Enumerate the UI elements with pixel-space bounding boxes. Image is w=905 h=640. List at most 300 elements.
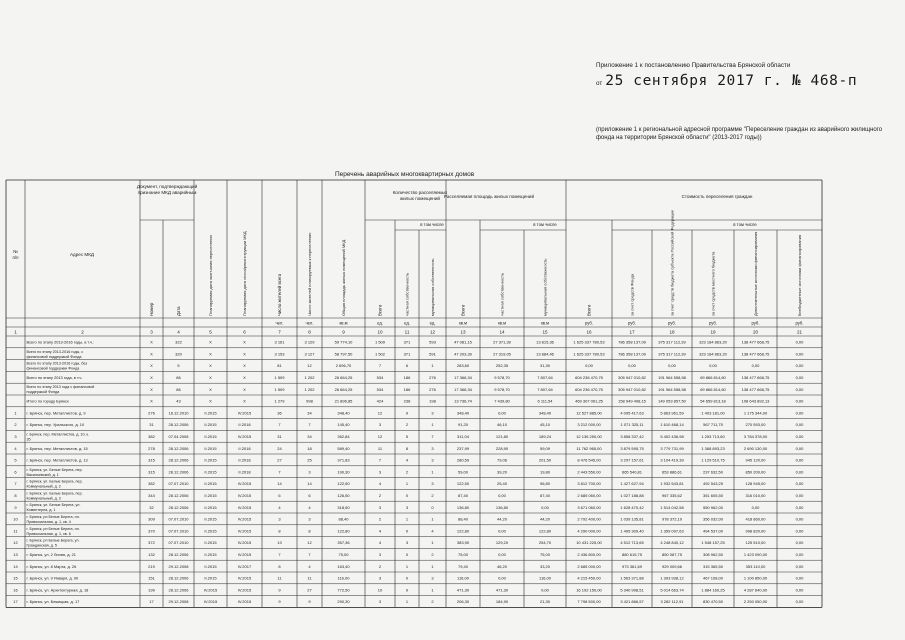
value-cell: II.2015 bbox=[204, 563, 217, 569]
value-cell: 28.12.2006 bbox=[168, 575, 189, 581]
unit-label: ед. bbox=[429, 320, 436, 326]
value-cell: 2 792 400,00 bbox=[577, 516, 601, 522]
value-cell: 07.07.2010 bbox=[168, 528, 189, 534]
value-cell: 371,83 bbox=[337, 457, 350, 463]
value-cell: 31 bbox=[149, 422, 154, 428]
value-cell: 4 095 417,63 bbox=[620, 410, 644, 416]
value-cell: 252,35 bbox=[495, 363, 509, 369]
address-cell: г. Брянск, пер. Металлистов, д. 9 bbox=[26, 410, 86, 416]
value-cell: 1 279 bbox=[274, 398, 285, 404]
value-cell: 4 bbox=[308, 563, 311, 569]
value-cell: 10 bbox=[377, 587, 383, 593]
value-cell: X bbox=[209, 351, 212, 357]
value-cell: 2 bbox=[431, 493, 434, 498]
value-cell: 1 495 309,40 bbox=[620, 528, 644, 534]
address-cell: г. Брянск, ул. 8 Марта, д. 26 bbox=[26, 563, 77, 569]
value-cell: 28.12.2006 bbox=[168, 469, 189, 475]
value-cell: II.2015 bbox=[204, 434, 217, 439]
value-cell: 158 949 498,15 bbox=[618, 398, 646, 404]
value-cell: 604 236 470,75 bbox=[575, 375, 603, 380]
value-cell: 0,00 bbox=[795, 599, 804, 605]
value-cell: 315 bbox=[148, 469, 155, 475]
header-num: № bbox=[13, 249, 18, 254]
program-reference: (приложение 1 к региональной адресной программе "Переселение граждан из аварийного жилищного фонда на территории Брянской области" (2013-2017 годы)) bbox=[596, 127, 883, 141]
value-cell: 122,80 bbox=[538, 528, 552, 534]
column-number: 3 bbox=[150, 329, 153, 335]
value-cell: 467 108,00 bbox=[702, 575, 724, 581]
value-cell: 7 bbox=[278, 469, 281, 475]
value-cell: 9 bbox=[14, 504, 17, 510]
value-cell: 323 184 863,20 bbox=[699, 351, 727, 357]
unit-label: чел. bbox=[305, 320, 314, 326]
header-cost-in-that: в том числе bbox=[733, 222, 757, 227]
value-cell: 28.12.2006 bbox=[168, 457, 189, 463]
address-cell: г. Брянск, ул. 9 Января, д. 90 bbox=[26, 575, 79, 581]
value-cell: 2 443 550,00 bbox=[577, 469, 601, 475]
value-cell: 4 bbox=[378, 540, 382, 546]
header-address: Адрес МКД bbox=[69, 252, 95, 257]
value-cell: 2 bbox=[378, 493, 382, 498]
value-cell: 9 578,70 bbox=[494, 375, 510, 380]
value-cell: 418 860,00 bbox=[745, 516, 766, 522]
header-cost-region: за счет средств бюджета субъекта Российской Федерации bbox=[669, 210, 675, 316]
value-cell: 228,90 bbox=[495, 445, 509, 451]
value-cell: 0,00 bbox=[795, 434, 804, 439]
value-cell: 1 129 510,75 bbox=[701, 457, 725, 463]
address-cell: Гражданская, д. 5 bbox=[26, 543, 57, 548]
header-rooms-in-that: в том числе bbox=[420, 222, 444, 227]
value-cell: 1 039 135,81 bbox=[620, 516, 644, 522]
value-cell: 122,80 bbox=[456, 528, 470, 534]
value-cell: 786 358 137,09 bbox=[618, 339, 646, 345]
value-cell: II.2015 bbox=[204, 481, 217, 487]
value-cell: 14 bbox=[13, 563, 18, 569]
value-cell: 7 439,80 bbox=[494, 398, 510, 404]
value-cell: 59 774,10 bbox=[334, 339, 353, 345]
value-cell: 199 bbox=[148, 587, 155, 593]
value-cell: 26 664,25 bbox=[334, 386, 353, 392]
value-cell: 283,60 bbox=[456, 363, 470, 369]
value-cell: 4 287 640,00 bbox=[743, 587, 768, 593]
address-cell: г. Брянск, ул. Белые Берега, пер. bbox=[26, 491, 83, 496]
value-cell: 13 884,46 bbox=[536, 351, 554, 357]
value-cell: 21 896,85 bbox=[334, 398, 353, 404]
column-number: 19 bbox=[710, 329, 716, 335]
value-cell: 7 798 500,00 bbox=[577, 599, 601, 605]
unit-label: ед. bbox=[404, 320, 410, 326]
value-cell: X bbox=[209, 375, 212, 380]
value-cell: X bbox=[150, 363, 153, 369]
value-cell: 830 470,50 bbox=[702, 599, 724, 605]
header-rooms-private: частная собственность bbox=[404, 272, 410, 316]
value-cell: 0,00 bbox=[585, 363, 593, 369]
value-cell: 45,10 bbox=[539, 422, 551, 428]
value-cell: 1 bbox=[405, 599, 409, 605]
value-cell: 24 bbox=[277, 445, 282, 451]
value-cell: 44,20 bbox=[496, 516, 508, 522]
value-cell: 7 bbox=[14, 481, 17, 487]
header-cost-group: Стоимость переселения граждан bbox=[681, 194, 753, 199]
value-cell: 26 664,25 bbox=[334, 375, 353, 380]
value-cell: 494 537,00 bbox=[702, 528, 724, 534]
value-cell: 653 886,61 bbox=[661, 469, 683, 475]
value-cell: 7 807,64 bbox=[537, 386, 553, 392]
unit-label: руб. bbox=[628, 320, 636, 326]
value-cell: 13 815,36 bbox=[536, 339, 554, 345]
value-cell: 0,00 bbox=[541, 587, 549, 593]
value-cell: 07.07.2010 bbox=[168, 540, 189, 546]
value-cell: X bbox=[209, 363, 212, 369]
header-doc-group: признание МКД аварийным bbox=[137, 190, 197, 195]
value-cell: 0,00 bbox=[795, 457, 804, 463]
value-cell: 3 212 000,00 bbox=[577, 422, 601, 428]
value-cell: 8 bbox=[405, 445, 409, 451]
value-cell: 1 202 bbox=[304, 375, 315, 380]
address-cell: г. Брянск, рп Белые Берега, пл. bbox=[26, 526, 80, 531]
value-cell: 0,00 bbox=[795, 469, 804, 475]
value-cell: 0 bbox=[431, 504, 434, 510]
value-cell: 967 335,62 bbox=[661, 493, 683, 498]
address-cell: Привокзальная, д. 1, кв. 6 bbox=[26, 531, 71, 536]
address-cell: г. Брянск, пер. Уральского, д. 10 bbox=[26, 422, 85, 428]
value-cell: X bbox=[243, 386, 246, 392]
unit-label: кв.м bbox=[339, 320, 348, 326]
value-cell: X bbox=[150, 339, 153, 345]
value-cell: X bbox=[243, 363, 246, 369]
address-cell: г. Брянск, рп Белые Берега, ул. bbox=[26, 538, 80, 543]
value-cell: 8 476 545,00 bbox=[577, 457, 601, 463]
value-cell: 12 527 885,00 bbox=[576, 410, 602, 416]
header-doc-date: Дата bbox=[176, 306, 181, 316]
value-cell: 12 bbox=[377, 410, 383, 416]
decree-date-prefix: от bbox=[596, 80, 603, 87]
value-cell: 372 bbox=[148, 540, 155, 546]
value-cell: 371 bbox=[403, 339, 411, 345]
address-cell: Привокзальная, д. 1, кв. 4 bbox=[26, 520, 71, 524]
header-rooms-group: жилых помещений bbox=[400, 196, 440, 201]
value-cell: 0 bbox=[405, 493, 409, 498]
value-cell: 3 bbox=[431, 457, 434, 463]
value-cell: 280,59 bbox=[456, 457, 470, 463]
address-cell: г. Брянск, ул. Бежицкая, д. 17 bbox=[26, 599, 80, 605]
value-cell: X bbox=[150, 375, 153, 380]
value-cell: 15 bbox=[13, 575, 18, 581]
value-cell: 14 bbox=[277, 481, 282, 487]
value-cell: 116,00 bbox=[539, 575, 551, 581]
address-cell: Всего по этапу 2013-2016 годы, с bbox=[26, 349, 84, 354]
value-cell: 550 962,00 bbox=[702, 504, 724, 510]
value-cell: 138 477 668,75 bbox=[741, 375, 770, 380]
value-cell: 305 947 010,82 bbox=[618, 375, 646, 380]
unit-label: руб. bbox=[668, 320, 676, 326]
value-cell: 75,00 bbox=[338, 552, 349, 557]
value-cell: 96,80 bbox=[539, 481, 551, 487]
unit-label: кв.м bbox=[458, 320, 468, 326]
value-cell: 370 bbox=[148, 528, 155, 534]
value-cell: 69 866 814,60 bbox=[700, 375, 726, 380]
value-cell: 1 bbox=[431, 422, 434, 428]
value-cell: 1 625 337 780,53 bbox=[573, 339, 605, 345]
unit-label: руб. bbox=[709, 320, 717, 326]
value-cell: 13 736,74 bbox=[454, 398, 472, 404]
address-cell: г. Брянск, пер. Металлистов, д. 15 bbox=[26, 445, 88, 451]
value-cell: 3 161 bbox=[274, 339, 285, 345]
value-cell: II.2015 bbox=[204, 457, 217, 463]
header-cost-local: за счет средств местного бюджета bbox=[710, 251, 716, 316]
address-cell: Всего по этапу 2013 года с финансовой bbox=[26, 385, 95, 390]
value-cell: X bbox=[150, 398, 153, 404]
value-cell: 1 514 042,58 bbox=[660, 504, 684, 510]
value-cell: 184,90 bbox=[495, 599, 509, 605]
header-rooms-municipal: муниципальная собственность bbox=[430, 258, 435, 316]
value-cell: 534 bbox=[376, 386, 384, 392]
value-cell: 352,84 bbox=[337, 434, 350, 439]
value-cell: 5 bbox=[14, 457, 17, 463]
value-cell: 6 bbox=[308, 493, 311, 498]
value-cell: 3 127 bbox=[304, 351, 315, 357]
value-cell: X bbox=[243, 351, 246, 357]
value-cell: 3 bbox=[431, 575, 434, 581]
value-cell: 11 bbox=[377, 445, 383, 451]
value-cell: IV.2015 bbox=[237, 599, 252, 605]
value-cell: II.2015 bbox=[204, 422, 217, 428]
value-cell: 375 317 112,39 bbox=[658, 339, 686, 345]
value-cell: 3 bbox=[278, 516, 281, 522]
value-cell: 3 421 866,57 bbox=[620, 599, 644, 605]
value-cell: X bbox=[243, 375, 246, 380]
value-cell: 0,00 bbox=[795, 516, 804, 522]
value-cell: 116,00 bbox=[457, 575, 469, 581]
value-cell: X bbox=[150, 351, 153, 357]
value-cell: 492 543,25 bbox=[702, 481, 724, 487]
value-cell: 128 945,00 bbox=[745, 481, 766, 487]
value-cell: 348,40 bbox=[538, 410, 552, 416]
value-cell: 44,20 bbox=[539, 516, 551, 522]
value-cell: X bbox=[209, 386, 212, 392]
value-cell: 201,50 bbox=[538, 457, 552, 463]
value-cell: 3 bbox=[378, 422, 382, 428]
unit-label: кв.м bbox=[497, 320, 507, 326]
value-cell: 2 bbox=[431, 599, 434, 605]
value-cell: 1 427 627,94 bbox=[620, 481, 644, 487]
value-cell: 973 361,69 bbox=[621, 563, 643, 569]
value-cell: 32 bbox=[149, 504, 154, 510]
header-area-in-that: в том числе bbox=[533, 222, 557, 227]
value-cell: II.2015 bbox=[204, 540, 217, 546]
value-cell: 75,00 bbox=[457, 552, 469, 557]
value-cell: 3 879 595,75 bbox=[620, 445, 644, 451]
value-cell: 59,00 bbox=[457, 469, 469, 475]
value-cell: X bbox=[209, 339, 212, 345]
value-cell: 6 bbox=[405, 363, 409, 369]
value-cell: 11 762 965,00 bbox=[576, 445, 602, 451]
value-cell: 278 bbox=[148, 445, 155, 451]
value-cell: 353 110,00 bbox=[745, 563, 766, 569]
value-cell: 1 403 181,00 bbox=[701, 410, 725, 416]
value-cell: 3 bbox=[308, 469, 311, 475]
value-cell: 5 863 961,59 bbox=[660, 410, 684, 416]
value-cell: 305 947 010,82 bbox=[618, 386, 646, 392]
value-cell: 79,40 bbox=[457, 563, 469, 569]
value-cell: 108 643 892,13 bbox=[741, 398, 770, 404]
column-number: 18 bbox=[669, 329, 675, 335]
column-number: 21 bbox=[796, 329, 803, 335]
unit-label: руб. bbox=[795, 320, 804, 326]
value-cell: 4 248 840,12 bbox=[660, 540, 684, 546]
value-cell: 39,20 bbox=[496, 469, 508, 475]
value-cell: 3 bbox=[378, 504, 382, 510]
value-cell: 3 104 419,39 bbox=[660, 457, 684, 463]
header-area-total: Общая площадь жилых помещений МКД bbox=[341, 239, 346, 316]
value-cell: 132 bbox=[148, 552, 155, 557]
value-cell: 219 bbox=[148, 563, 155, 569]
value-cell: IV.2015 bbox=[237, 493, 252, 498]
value-cell: X bbox=[243, 398, 246, 404]
address-cell: г. Брянск, ул. Архитектурная, д. 18 bbox=[26, 587, 89, 593]
value-cell: 382 bbox=[148, 434, 155, 439]
value-cell: 0,00 bbox=[795, 410, 804, 416]
value-cell: 1 932 543,81 bbox=[660, 481, 684, 487]
value-cell: 371 bbox=[403, 351, 411, 357]
value-cell: 2 696,70 bbox=[335, 363, 352, 369]
value-cell: 3 bbox=[308, 516, 311, 522]
value-cell: 28.12.2006 bbox=[168, 587, 189, 593]
value-cell: 0,00 bbox=[795, 351, 804, 357]
value-cell: 1 625 337 780,53 bbox=[573, 351, 605, 357]
value-cell: 2 bbox=[14, 422, 17, 428]
value-cell: 0,00 bbox=[498, 493, 506, 498]
value-cell: 17 366,34 bbox=[454, 386, 472, 392]
value-cell: 0,00 bbox=[795, 445, 804, 451]
value-cell: 375 317 112,39 bbox=[658, 351, 686, 357]
column-number: 13 bbox=[460, 329, 466, 335]
value-cell: 16 bbox=[13, 587, 18, 593]
value-cell: 129,20 bbox=[495, 540, 509, 546]
value-cell: 2 436 800,00 bbox=[577, 552, 601, 557]
column-number: 6 bbox=[243, 329, 246, 335]
column-number: 1 bbox=[14, 329, 17, 335]
value-cell: 3 bbox=[378, 469, 382, 475]
value-cell: 3 784 378,00 bbox=[743, 434, 768, 439]
value-cell: 46,10 bbox=[496, 422, 508, 428]
address-cell: г. Брянск, ул. Белые Берега, пер. bbox=[26, 479, 83, 484]
address-cell: г. Брянск, ул. 2 Линия, д. 21 bbox=[26, 552, 76, 557]
value-cell: 54 659 813,18 bbox=[700, 398, 726, 404]
value-cell: 186 bbox=[403, 386, 411, 392]
unit-label: ед. bbox=[377, 320, 383, 326]
value-cell: 8 bbox=[14, 493, 17, 498]
value-cell: 344 bbox=[148, 493, 155, 498]
value-cell: 0,00 bbox=[498, 575, 506, 581]
value-cell: 88,40 bbox=[457, 516, 469, 522]
address-cell: Коммунальный, д. 2 bbox=[26, 484, 61, 489]
value-cell: 323 184 863,20 bbox=[699, 339, 727, 345]
value-cell: 9 bbox=[405, 410, 409, 416]
value-cell: 07.07.2010 bbox=[168, 481, 189, 487]
value-cell: 4 512 713,65 bbox=[620, 540, 644, 546]
value-cell: 27 bbox=[277, 457, 282, 463]
value-cell: 191 964 558,58 bbox=[658, 375, 686, 380]
header-cost-offbudget: Внебюджетные источники финансирования bbox=[797, 234, 802, 316]
value-cell: IV.2015 bbox=[237, 504, 252, 510]
value-cell: 604 236 470,75 bbox=[575, 386, 603, 392]
value-cell: 237 632,50 bbox=[702, 469, 724, 475]
value-cell: 4 290 000,00 bbox=[577, 528, 601, 534]
value-cell: 91,20 bbox=[457, 422, 469, 428]
value-cell: 593 bbox=[429, 339, 436, 345]
value-cell: 471,30 bbox=[495, 587, 509, 593]
value-cell: 17 bbox=[13, 599, 18, 605]
value-cell: 315 bbox=[148, 457, 155, 463]
value-cell: 665 540,81 bbox=[621, 469, 643, 475]
column-number: 5 bbox=[209, 329, 212, 335]
value-cell: 5 340 998,51 bbox=[620, 587, 644, 593]
value-cell: 276 bbox=[148, 410, 155, 416]
value-cell: 591 bbox=[429, 351, 436, 357]
value-cell: 0,00 bbox=[541, 504, 549, 510]
value-cell: 567 711,75 bbox=[703, 422, 723, 428]
value-cell: 0,00 bbox=[795, 398, 804, 404]
value-cell: 3 bbox=[405, 540, 409, 546]
value-cell: 31 bbox=[277, 434, 282, 439]
value-cell: 880 615,75 bbox=[621, 552, 643, 557]
value-cell: 151 bbox=[148, 575, 155, 581]
value-cell: 12 bbox=[307, 363, 312, 369]
value-cell: 1 bbox=[405, 563, 409, 569]
value-cell: 81 bbox=[277, 363, 282, 369]
value-cell: 1 393 938,12 bbox=[660, 575, 684, 581]
value-cell: 315 365,50 bbox=[702, 563, 724, 569]
value-cell: 145,40 bbox=[337, 422, 350, 428]
value-cell: 0 bbox=[405, 575, 409, 581]
value-cell: 316 010,00 bbox=[745, 493, 766, 498]
value-cell: 382 bbox=[148, 481, 155, 487]
value-cell: 0,00 bbox=[795, 493, 804, 498]
value-cell: 998 bbox=[306, 398, 313, 404]
column-number: 7 bbox=[278, 329, 281, 335]
column-number: 15 bbox=[542, 329, 548, 335]
address-cell: Итого по городу Брянск bbox=[26, 398, 69, 404]
value-cell: 772,50 bbox=[337, 587, 350, 593]
value-cell: 34 bbox=[307, 434, 312, 439]
value-cell: 0,00 bbox=[709, 363, 717, 369]
value-cell: 320 bbox=[175, 351, 182, 357]
value-cell: 58 797,50 bbox=[334, 351, 353, 357]
unit-label: руб. bbox=[751, 320, 760, 326]
value-cell: 1 359 097,63 bbox=[660, 528, 684, 534]
value-cell: 07.04.2008 bbox=[168, 434, 189, 439]
value-cell: 4 bbox=[378, 528, 382, 534]
unit-label: кв.м bbox=[540, 320, 550, 326]
value-cell: 79,06 bbox=[496, 457, 508, 463]
value-cell: 1 548 157,25 bbox=[701, 540, 725, 546]
value-cell: 18 bbox=[307, 445, 312, 451]
value-cell: 4 bbox=[278, 504, 281, 510]
value-cell: 318,50 bbox=[337, 504, 350, 510]
header-rooms-total: Всего bbox=[377, 304, 383, 316]
value-cell: 4 215 450,00 bbox=[577, 575, 601, 581]
header-rooms-group: Количество расселяемых bbox=[392, 190, 448, 195]
value-cell: 1 884 160,25 bbox=[701, 587, 725, 593]
value-cell: 469 307 061,25 bbox=[575, 398, 603, 404]
value-cell: 0,00 bbox=[795, 563, 804, 569]
value-cell: 2 bbox=[378, 563, 382, 569]
unit-label: чел. bbox=[275, 320, 284, 326]
column-number: 20 bbox=[752, 329, 759, 335]
value-cell: 351 605,50 bbox=[702, 493, 724, 498]
value-cell: 1 628 470,42 bbox=[620, 504, 644, 510]
value-cell: 1 bbox=[431, 587, 434, 593]
